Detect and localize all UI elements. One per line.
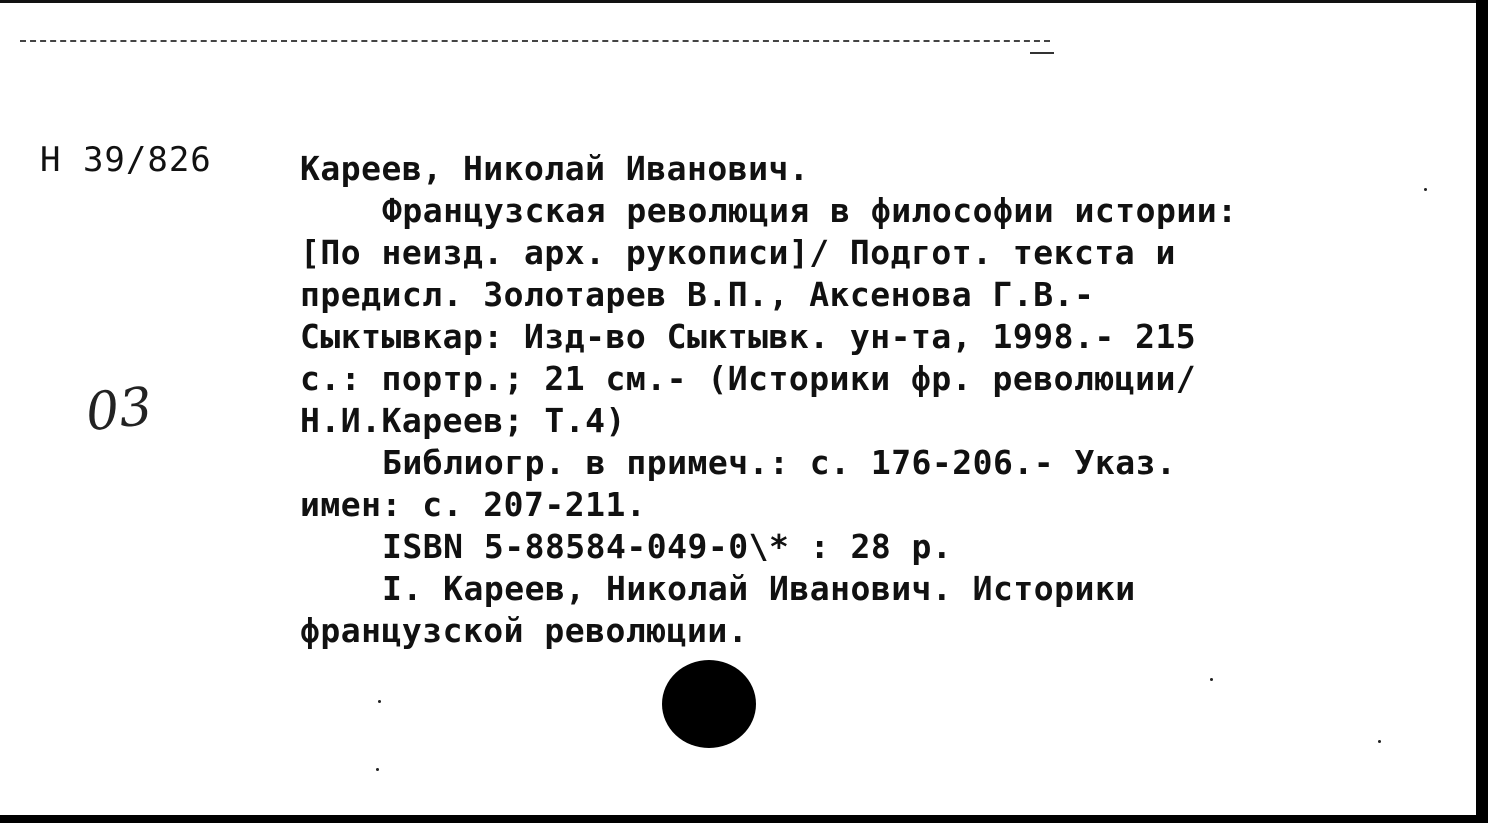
entry-line: предисл. Золотарев В.П., Аксенова Г.В.- — [300, 275, 1095, 314]
entry-line: Сыктывкар: Изд-во Сыктывк. ун-та, 1998.- 215 — [300, 317, 1197, 356]
entry-line: ISBN 5-88584-049-0\* : 28 р. — [382, 527, 953, 566]
scan-border-bottom — [0, 815, 1488, 823]
entry-line: Библиогр. в примеч.: с. 176-206.- Указ. — [382, 443, 1177, 482]
shelfmark: Н 39/826 — [40, 140, 212, 180]
scan-speck — [1424, 188, 1427, 191]
handwritten-mark: 03 — [83, 376, 156, 444]
entry-line: французской революции. — [300, 611, 749, 650]
entry-line: с.: портр.; 21 см.- (Историки фр. революции/ — [300, 359, 1197, 398]
scan-border-right — [1476, 0, 1488, 823]
bibliographic-entry — [300, 148, 1430, 652]
entry-line: I. Кареев, Николай Иванович. Историки — [382, 569, 1136, 608]
scan-border-top — [0, 0, 1488, 3]
entry-line: Кареев, Николай Иванович. — [300, 149, 810, 188]
scan-speck — [376, 768, 379, 771]
entry-line: [По неизд. арх. рукописи]/ Подгот. текста и — [300, 233, 1176, 272]
entry-line: имен: с. 207-211. — [300, 485, 647, 524]
scan-speck — [1210, 678, 1213, 681]
entry-line: Н.И.Кареев; Т.4) — [300, 401, 626, 440]
scan-speck — [378, 700, 381, 703]
scan-speck — [1378, 740, 1381, 743]
punch-hole — [662, 660, 756, 748]
top-rule-mark — [1030, 52, 1054, 54]
top-rule — [20, 40, 1050, 42]
entry-line: Французская революция в философии истории: — [382, 191, 1238, 230]
